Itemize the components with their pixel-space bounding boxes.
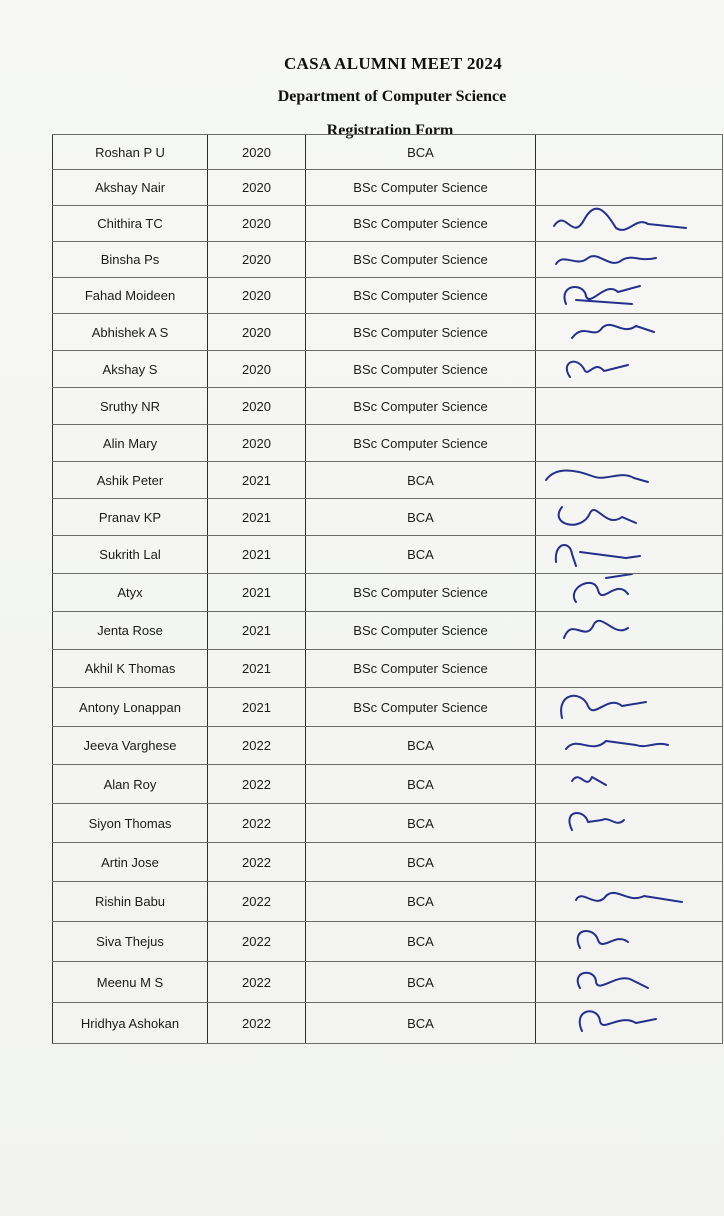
year-cell: 2022	[208, 804, 306, 843]
year-cell: 2021	[208, 499, 306, 536]
signature-mark	[536, 499, 716, 536]
table-row	[53, 135, 723, 170]
name-cell: Meenu M S	[53, 962, 208, 1003]
table-row	[53, 765, 723, 804]
signature-cell	[536, 314, 723, 351]
signature-cell	[536, 499, 723, 536]
year-cell: 2021	[208, 574, 306, 612]
course-cell: BSc Computer Science	[306, 242, 536, 278]
course-cell: BCA	[306, 499, 536, 536]
signature-cell	[536, 278, 723, 314]
course-cell: BCA	[306, 462, 536, 499]
table-row	[53, 388, 723, 425]
signature-cell	[536, 574, 723, 612]
signature-cell	[536, 206, 723, 242]
course-cell: BCA	[306, 765, 536, 804]
year-cell: 2022	[208, 765, 306, 804]
year-cell: 2020	[208, 242, 306, 278]
signature-cell	[536, 462, 723, 499]
course-cell: BSc Computer Science	[306, 650, 536, 688]
signature-mark	[536, 351, 716, 388]
signature-mark	[536, 765, 716, 804]
table-row	[53, 727, 723, 765]
signature-mark	[536, 574, 716, 612]
course-cell: BSc Computer Science	[306, 314, 536, 351]
name-cell: Fahad Moideen	[53, 278, 208, 314]
signature-cell	[536, 425, 723, 462]
signature-cell	[536, 922, 723, 962]
form-title: Registration Form	[326, 122, 454, 139]
name-cell: Atyx	[53, 574, 208, 612]
year-cell: 2021	[208, 536, 306, 574]
signature-mark	[536, 206, 716, 242]
year-cell: 2022	[208, 882, 306, 922]
table-row	[53, 499, 723, 536]
signature-cell	[536, 536, 723, 574]
table-row	[53, 351, 723, 388]
year-cell: 2020	[208, 170, 306, 206]
course-cell: BCA	[306, 882, 536, 922]
course-cell: BSc Computer Science	[306, 612, 536, 650]
signature-mark	[536, 278, 716, 314]
name-cell: Jeeva Varghese	[53, 727, 208, 765]
course-cell: BCA	[306, 536, 536, 574]
course-cell: BCA	[306, 804, 536, 843]
year-cell: 2021	[208, 462, 306, 499]
table-row	[53, 278, 723, 314]
course-cell: BCA	[306, 962, 536, 1003]
signature-cell	[536, 688, 723, 727]
signature-mark	[536, 536, 716, 574]
signature-cell	[536, 612, 723, 650]
name-cell: Pranav KP	[53, 499, 208, 536]
table-row	[53, 206, 723, 242]
name-cell: Akshay S	[53, 351, 208, 388]
table-row	[53, 688, 723, 727]
table-row	[53, 650, 723, 688]
table-row	[53, 612, 723, 650]
year-cell: 2020	[208, 314, 306, 351]
year-cell: 2021	[208, 650, 306, 688]
name-cell: Roshan P U	[53, 135, 208, 170]
name-cell: Alin Mary	[53, 425, 208, 462]
table-row	[53, 170, 723, 206]
name-cell: Abhishek A S	[53, 314, 208, 351]
course-cell: BSc Computer Science	[306, 688, 536, 727]
signature-mark	[536, 1003, 716, 1044]
signature-cell	[536, 135, 723, 170]
table-row	[53, 843, 723, 882]
name-cell: Akshay Nair	[53, 170, 208, 206]
signature-mark	[536, 727, 716, 765]
course-cell: BSc Computer Science	[306, 351, 536, 388]
name-cell: Antony Lonappan	[53, 688, 208, 727]
name-cell: Chithira TC	[53, 206, 208, 242]
year-cell: 2022	[208, 727, 306, 765]
signature-mark	[536, 688, 716, 727]
year-cell: 2020	[208, 388, 306, 425]
course-cell: BCA	[306, 843, 536, 882]
name-cell: Sruthy NR	[53, 388, 208, 425]
signature-cell	[536, 650, 723, 688]
name-cell: Rishin Babu	[53, 882, 208, 922]
name-cell: Hridhya Ashokan	[53, 1003, 208, 1044]
year-cell: 2022	[208, 1003, 306, 1044]
event-title: CASA ALUMNI MEET 2024	[283, 54, 503, 73]
course-cell: BCA	[306, 135, 536, 170]
signature-cell	[536, 882, 723, 922]
signature-mark	[536, 314, 716, 351]
course-cell: BSc Computer Science	[306, 278, 536, 314]
table-row	[53, 462, 723, 499]
signature-cell	[536, 804, 723, 843]
course-cell: BCA	[306, 922, 536, 962]
table-row	[53, 1003, 723, 1044]
table-row	[53, 962, 723, 1003]
table-row	[53, 804, 723, 843]
signature-mark	[536, 804, 716, 843]
year-cell: 2020	[208, 206, 306, 242]
year-cell: 2021	[208, 688, 306, 727]
year-cell: 2021	[208, 612, 306, 650]
signature-mark	[536, 242, 716, 278]
course-cell: BSc Computer Science	[306, 425, 536, 462]
name-cell: Alan Roy	[53, 765, 208, 804]
table-row	[53, 536, 723, 574]
table-row	[53, 882, 723, 922]
signature-cell	[536, 388, 723, 425]
name-cell: Siva Thejus	[53, 922, 208, 962]
signature-cell	[536, 727, 723, 765]
course-cell: BSc Computer Science	[306, 206, 536, 242]
year-cell: 2022	[208, 922, 306, 962]
department-title: Department of Computer Science	[277, 88, 507, 105]
name-cell: Sukrith Lal	[53, 536, 208, 574]
name-cell: Jenta Rose	[53, 612, 208, 650]
signature-mark	[536, 612, 716, 650]
table-row	[53, 314, 723, 351]
signature-mark	[536, 462, 716, 499]
year-cell: 2022	[208, 962, 306, 1003]
table-row	[53, 425, 723, 462]
course-cell: BCA	[306, 1003, 536, 1044]
course-cell: BSc Computer Science	[306, 388, 536, 425]
signature-cell	[536, 962, 723, 1003]
course-cell: BCA	[306, 727, 536, 765]
signature-mark	[536, 882, 716, 922]
year-cell: 2022	[208, 843, 306, 882]
signature-cell	[536, 170, 723, 206]
course-cell: BSc Computer Science	[306, 170, 536, 206]
signature-mark	[536, 922, 716, 962]
name-cell: Binsha Ps	[53, 242, 208, 278]
name-cell: Siyon Thomas	[53, 804, 208, 843]
signature-mark	[536, 962, 716, 1003]
name-cell: Artin Jose	[53, 843, 208, 882]
year-cell: 2020	[208, 278, 306, 314]
registration-table	[52, 134, 723, 1044]
signature-cell	[536, 242, 723, 278]
signature-cell	[536, 843, 723, 882]
signature-cell	[536, 1003, 723, 1044]
table-row	[53, 574, 723, 612]
name-cell: Ashik Peter	[53, 462, 208, 499]
signature-cell	[536, 765, 723, 804]
year-cell: 2020	[208, 135, 306, 170]
year-cell: 2020	[208, 425, 306, 462]
course-cell: BSc Computer Science	[306, 574, 536, 612]
name-cell: Akhil K Thomas	[53, 650, 208, 688]
year-cell: 2020	[208, 351, 306, 388]
table-row	[53, 922, 723, 962]
signature-cell	[536, 351, 723, 388]
table-row	[53, 242, 723, 278]
